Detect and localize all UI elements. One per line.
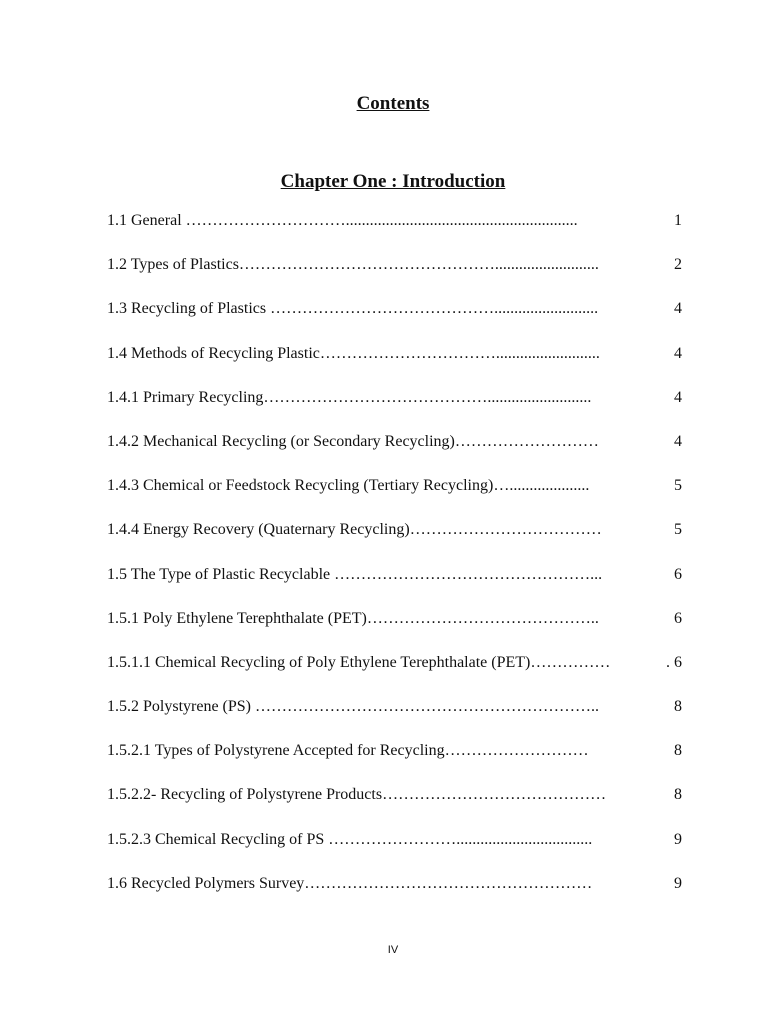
toc-entry (107, 475, 682, 519)
toc-entry-title: 1.4.3 Chemical or Feedstock Recycling (Tertiary Recycling)….................... (107, 477, 590, 495)
toc-entry-page: 8 (674, 742, 682, 760)
toc-entry-page: 8 (674, 786, 682, 804)
toc-entry-title: 1.1 General ………………………….......................................................... (107, 212, 578, 229)
toc-entry-title: 1.4.4 Energy Recovery (Quaternary Recycling)……………………………… (107, 521, 602, 539)
toc-entry-page: 9 (674, 874, 682, 892)
toc-entry-title: 1.5.1 Poly Ethylene Terephthalate (PET)…………………………………….. (107, 609, 599, 627)
toc-entry-page: 4 (674, 300, 682, 318)
toc-entry-title: 1.4.2 Mechanical Recycling (or Secondary Recycling)……………………… (107, 432, 599, 450)
toc-entry (107, 873, 682, 917)
toc-entry-page: 9 (674, 830, 682, 848)
toc-entry-page: 5 (674, 477, 682, 495)
toc-entry (107, 343, 682, 387)
toc-entry (107, 608, 682, 652)
toc-entry-title: 1.4 Methods of Recycling Plastic…………………………….......................... (107, 344, 600, 362)
toc-entry-page: 4 (674, 388, 682, 406)
toc-entry (107, 652, 682, 696)
toc-entry (107, 431, 682, 475)
toc-entry-title: 1.5.2 Polystyrene (PS) ……………………………………………………….. (107, 698, 599, 716)
toc-entry-page: 4 (674, 432, 682, 450)
toc-entry (107, 784, 682, 828)
toc-entry (107, 696, 682, 740)
toc-entry-title: 1.5.2.3 Chemical Recycling of PS …………………….................................. (107, 830, 593, 848)
toc-entry-title: 1.5 The Type of Plastic Recyclable …………………………………………... (107, 565, 603, 583)
toc-entry (107, 564, 682, 608)
toc-entry-page: 1 (674, 212, 682, 229)
toc-entry-title: 1.5.2.2- Recycling of Polystyrene Products…………………………………… (107, 786, 607, 804)
toc-entry (107, 210, 682, 254)
toc-entry-page: 8 (674, 698, 682, 716)
toc-entry-title: 1.4.1 Primary Recycling…………………………………….......................... (107, 388, 592, 406)
chapter-heading: Chapter One : Introduction (280, 171, 506, 192)
toc-entry-page: 2 (674, 256, 682, 274)
toc-entry-page: 4 (674, 344, 682, 362)
toc-entry (107, 387, 682, 431)
toc-entry (107, 254, 682, 298)
toc-entry (107, 829, 682, 873)
contents-title: Contents (356, 93, 430, 114)
toc-entry-title: 1.6 Recycled Polymers Survey……………………………………………… (107, 874, 593, 892)
toc-entry-title: 1.5.1.1 Chemical Recycling of Poly Ethylene Terephthalate (PET)…………… (107, 653, 611, 671)
toc-entry-page: 5 (674, 521, 682, 539)
toc-entry-title: 1.3 Recycling of Plastics …………………………………….......................... (107, 300, 599, 318)
toc-entry-page: 6 (674, 565, 682, 583)
toc-entry (107, 740, 682, 784)
toc-entry-page: 6 (674, 609, 682, 627)
table-of-contents (107, 210, 682, 917)
toc-entry (107, 298, 682, 342)
page-number: IV (387, 944, 399, 956)
toc-entry-page: . 6 (666, 653, 682, 671)
toc-entry-title: 1.2 Types of Plastics………………………………………….......................... (107, 256, 599, 274)
toc-entry (107, 519, 682, 563)
toc-entry-title: 1.5.2.1 Types of Polystyrene Accepted for Recycling……………………… (107, 742, 589, 760)
